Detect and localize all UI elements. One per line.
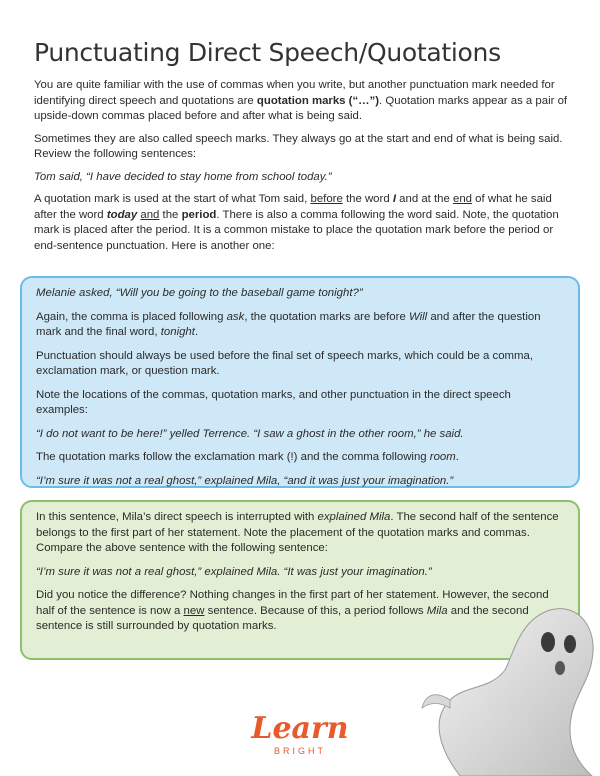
intro-paragraph-3 [34,192,570,254]
example-sentence: Melanie asked, “Will you be going to the baseball game tonight?” [36,287,363,299]
italic-text: ask [226,310,245,323]
example-sentence-3: “I’m sure it was not a real ghost,” explained Mila, “and it was just your imagination.” [36,474,454,487]
bold-text: quotation marks (“…”) [256,94,380,107]
text: and after the question mark and the final word, [36,310,541,338]
text: , the quotation marks are before [244,310,409,323]
italic-text: tonight [160,326,195,338]
learn-bright-logo [240,712,360,772]
text: . There is also a comma following the word said. Note, the quotation mark is placed after the period. It is a common mistake to place the quotation mark before the period or end-sentence punctuation. Here is another one: [34,208,559,252]
text: of what he said after the word [34,193,552,221]
page-title: Punctuating Direct Speech/Quotations [34,38,501,67]
intro-paragraph-1 [34,78,570,125]
text: You are quite familiar with the use of commas when you write, but another punctuation mark needed for identifying direct speech and quotations are [34,79,555,107]
underlined-text: and [140,208,160,221]
intro-paragraph-2: Sometimes they are also called speech marks. They always go at the start and end of what is being said. Review the following sentences: [34,132,563,160]
italic-text: Will [408,310,428,323]
blue-paragraph-1 [36,310,564,341]
intro-section [34,78,570,261]
text: and at the [396,193,453,205]
italic-text: Mila [426,604,448,617]
example-sentence-2: “I do not want to be here!” yelled Terrence. “I saw a ghost in the other room,” he said. [36,427,464,440]
italic-text: explained Mila [317,511,391,523]
blue-paragraph-4 [36,450,564,466]
text: . [455,451,459,463]
text: sentence. Because of this, a period follows [204,604,427,617]
underlined-text: before [310,193,343,205]
blue-example-box [20,276,580,488]
logo-wordmark: Learn [251,711,349,746]
logo-subtext: BRIGHT [273,746,326,756]
text: the [159,208,182,221]
italic-text: room [429,451,456,463]
bold-italic-text: today [106,208,138,221]
bold-text: period [181,208,217,221]
text: . The second half of the sentence belongs to the first part of her statement. Note the placement of the quotation marks and commas. Compare the above sentence with the following sentence: [36,511,559,554]
text: Again, the comma is placed following [36,310,227,323]
text: A quotation mark is used at the start of what Tom said, [34,193,311,205]
underlined-text: new [183,604,205,617]
blue-paragraph-3: Note the locations of the commas, quotation marks, and other punctuation in the direct speech examples: [36,388,511,416]
text: The quotation marks follow the exclamation mark (!) and the comma following [36,451,430,463]
blue-paragraph-2: Punctuation should always be used before the final set of speech marks, which could be a comma, exclamation mark, or question mark. [36,349,534,377]
text: the word [342,193,393,205]
bold-italic-text: I [392,193,396,205]
text: Did you notice the difference? Nothing changes in the first part of her statement. However, the second half of the sentence is now a [36,589,549,617]
example-sentence: Tom said, “I have decided to stay home from school today.” [34,170,332,183]
text: . Quotation marks appear as a pair of upside-down commas placed before and after what is being said. [34,94,568,122]
green-paragraph-1 [36,510,564,557]
ghost-illustration [420,590,600,776]
example-sentence: “I’m sure it was not a real ghost,” explained Mila. “It was just your imagination.” [36,565,432,578]
text: In this sentence, Mila’s direct speech is interrupted with [36,511,318,523]
text: and the second sentence is still surrounded by quotation marks. [36,604,529,632]
text: . [194,326,199,338]
underlined-text: end [453,193,473,205]
